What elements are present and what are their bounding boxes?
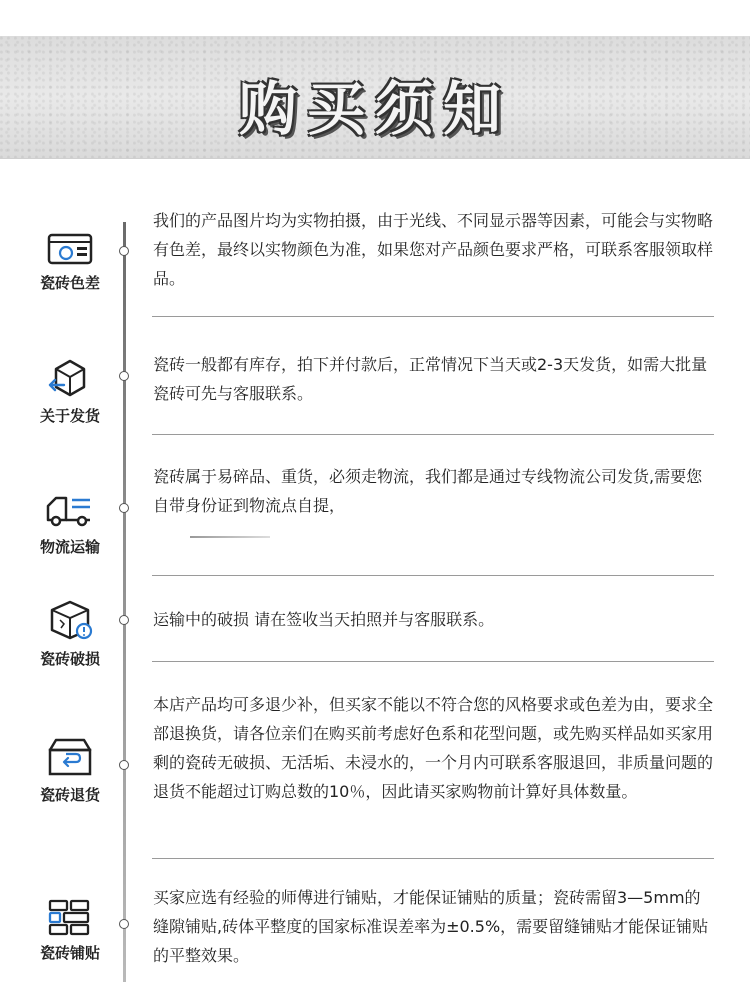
camera-card-icon [46, 232, 94, 266]
timeline-dot [119, 760, 129, 770]
section-shipping-side [22, 355, 118, 426]
section-damage-side [22, 598, 118, 669]
section-text: 本店产品均可多退少补，但买家不能以不符合您的风格要求或色差为由，要求全部退换货，请各位亲们在购买前考虑好色系和花型问题，或先购买样品如买家用剩的瓷砖无破损、无活垢、未浸水的，一个月内可联系客服退回，非质量问题的退货不能超过订购总数的10％，因此请买家购物前计算好具体数量。 [153, 695, 714, 801]
page-title: 购买须知 [238, 75, 511, 143]
divider [152, 858, 714, 859]
section-text: 瓷砖一般都有库存，拍下并付款后，正常情况下当天或2-3天发货，如需大批量瓷砖可先与客服联系。 [153, 355, 708, 403]
section-text: 运输中的破损 请在签收当天拍照并与客服联系。 [153, 610, 495, 629]
section-label: 瓷砖退货 [39, 786, 100, 804]
section-label: 瓷砖色差 [39, 274, 100, 292]
timeline-dot [119, 615, 129, 625]
section-text: 瓷砖属于易碎品、重货，必须走物流，我们都是通过专线物流公司发货,需要您自带身份证到物流点自提， [153, 467, 703, 515]
text-smudge [190, 536, 270, 538]
section-label: 瓷砖铺贴 [39, 944, 100, 962]
damaged-box-icon [44, 598, 96, 642]
section-logistics-side [22, 490, 118, 557]
divider [152, 434, 714, 435]
timeline-dot [119, 371, 129, 381]
timeline-dot [119, 503, 129, 513]
divider [152, 575, 714, 576]
section-label: 物流运输 [39, 538, 100, 556]
truck-icon [42, 490, 98, 530]
timeline-dot [119, 919, 129, 929]
section-label: 关于发货 [39, 407, 100, 425]
section-label: 瓷砖破损 [39, 650, 100, 668]
tiles-icon [46, 898, 94, 936]
section-text: 我们的产品图片均为实物拍摄，由于光线、不同显示器等因素，可能会与实物略有色差，最终以实物颜色为准，如果您对产品颜色要求严格，可联系客服领取样品。 [153, 211, 714, 288]
section-return-side [22, 736, 118, 805]
section-text: 买家应选有经验的师傅进行铺贴，才能保证铺贴的质量；瓷砖需留3—5mm的缝隙铺贴,砖体平整度的国家标准误差率为±0.5%，需要留缝铺贴才能保证铺贴的平整效果。 [153, 888, 709, 965]
divider [152, 316, 714, 317]
section-color-diff-side [22, 232, 118, 293]
header-banner [0, 36, 750, 159]
return-box-icon [46, 736, 94, 778]
timeline-dot [119, 246, 129, 256]
section-tiling-side [22, 898, 118, 963]
shipping-box-icon [46, 355, 94, 399]
timeline-line [123, 222, 126, 982]
divider [152, 661, 714, 662]
